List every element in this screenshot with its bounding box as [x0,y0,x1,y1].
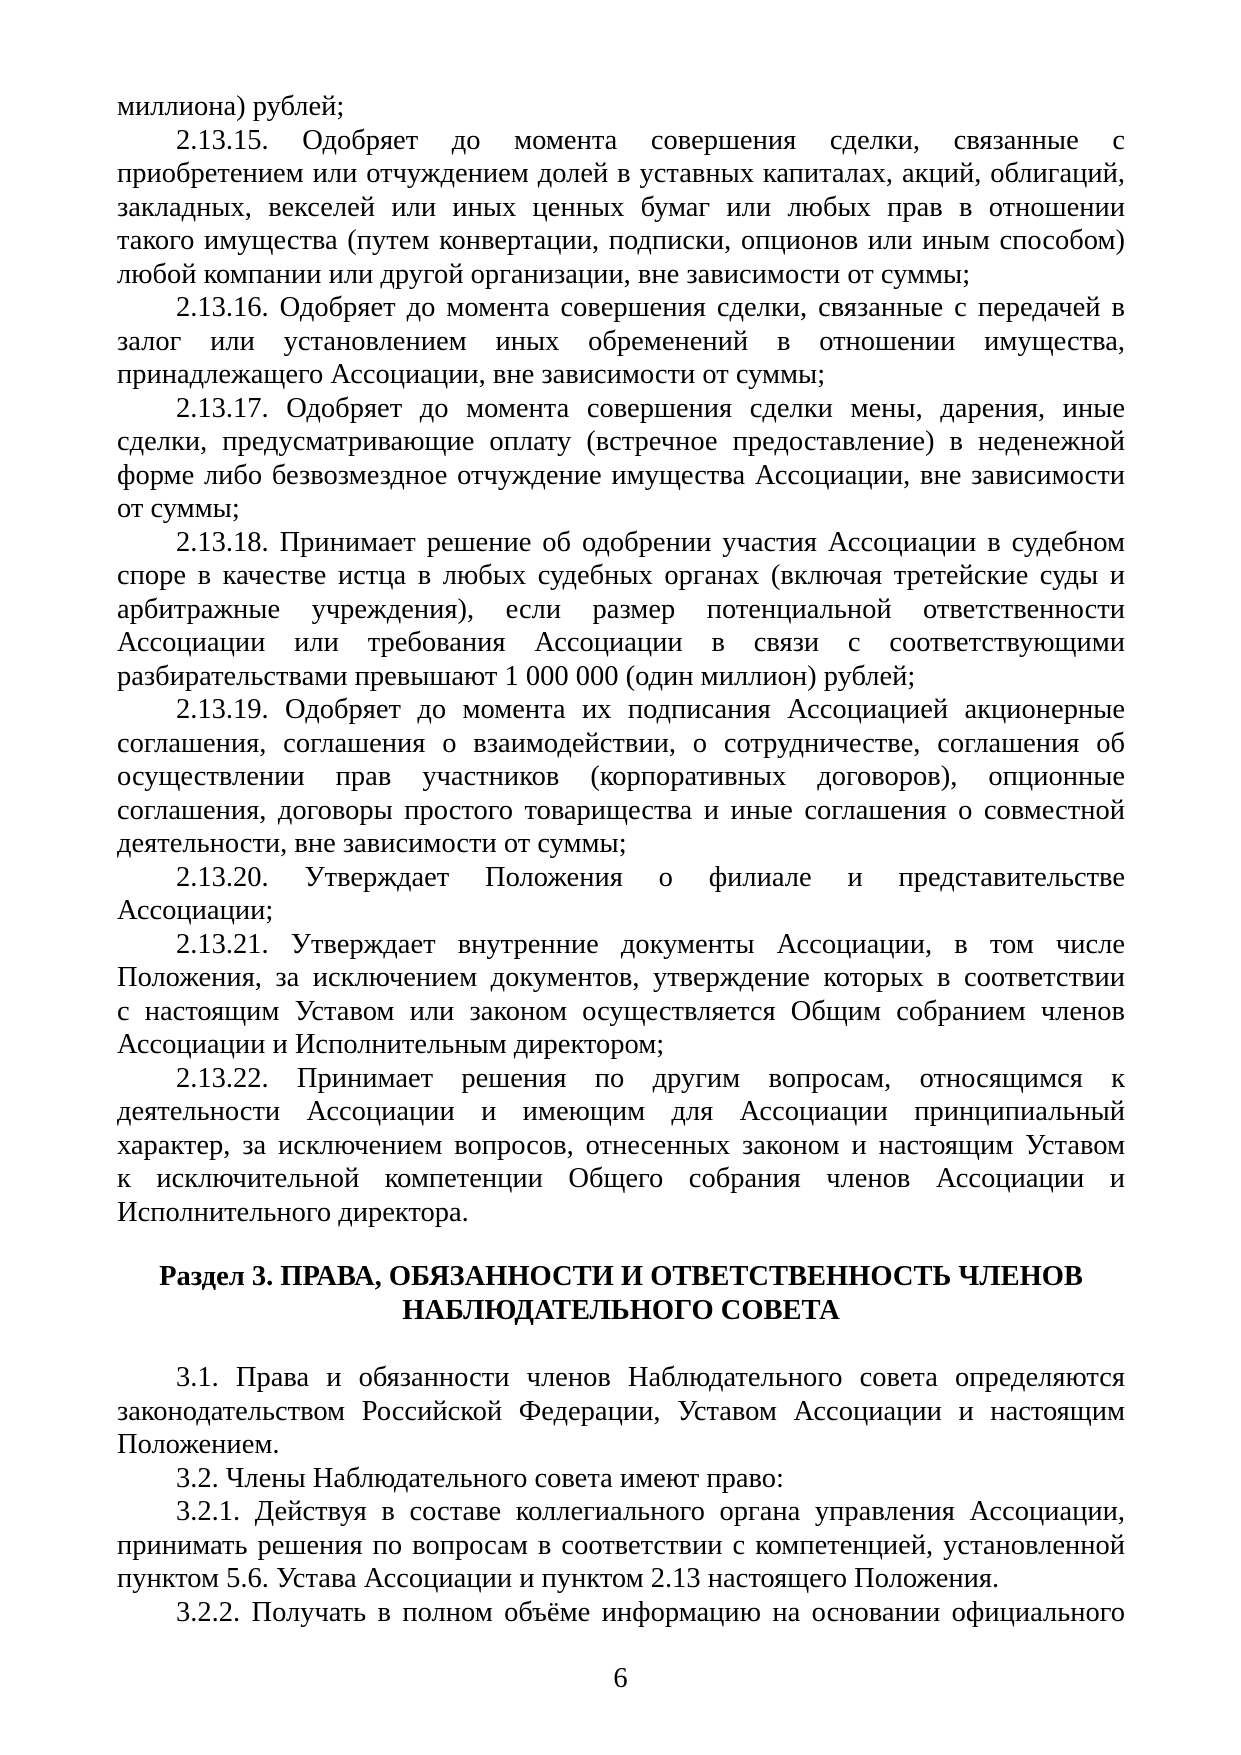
section-heading [117,1260,1125,1327]
text-line: 2.13.18. Принимает решение об одобрении участия Ассоциации в судебном [176,526,1125,558]
text-line: к исключительной компетенции Общего собрания членов Ассоциации и [117,1163,1125,1194]
heading-line: Раздел 3. ПРАВА, ОБЯЗАННОСТИ И ОТВЕТСТВЕННОСТЬ ЧЛЕНОВ [159,1261,1083,1292]
text-line: деятельности Ассоциации и имеющим для Ассоциации принципиальный [117,1096,1125,1127]
text-line: сделки, предусматривающие оплату (встречное предоставление) в неденежной [117,426,1125,457]
text-line: приобретением или отчуждением долей в уставных капиталах, акций, облигаций, [117,158,1125,189]
text-line: 2.13.20. Утверждает Положения о филиале и представительстве [176,861,1125,893]
text-line: 3.1. Права и обязанности членов Наблюдательного совета определяются [176,1362,1125,1393]
text-line: Ассоциации или требования Ассоциации в связи с соответствующими [117,627,1125,658]
text-line: любой компании или другой организации, вне зависимости от суммы; [117,258,971,290]
text-line: Положением. [117,1429,280,1460]
text-line: осуществлении прав участников (корпоративных договоров), опционные [117,761,1125,792]
text-line: 2.13.22. Принимает решения по другим вопросам, относящимся к [176,1062,1125,1094]
text-line: закладных, векселей или иных ценных бумаг или любых прав в отношении [117,191,1125,223]
text-line: соглашения, договоры простого товарищества и иные соглашения о совместной [117,794,1125,826]
text-line: 2.13.19. Одобряет до момента их подписания Ассоциацией акционерные [176,694,1125,725]
paragraph [117,1361,1125,1462]
text-line: арбитражные учреждения), если размер потенциальной ответственности [117,593,1125,625]
paragraph [117,693,1125,861]
text-line: 2.13.15. Одобряет до момента совершения сделки, связанные с [176,124,1125,156]
paragraph [117,291,1125,392]
text-line: Положения, за исключением документов, утверждение которых в соответствии [117,962,1125,993]
paragraph [117,1596,1125,1630]
paragraph [117,861,1125,928]
text-line: с настоящим Уставом или законом осуществляется Общим собранием членов [117,995,1125,1027]
paragraph [117,90,1125,124]
paragraph [117,526,1125,694]
text-line: форме либо безвозмездное отчуждение имущества Ассоциации, вне зависимости [117,459,1125,491]
paragraph [117,392,1125,526]
text-line: Ассоциации; [117,895,274,926]
text-line: 3.2.1. Действуя в составе коллегиального органа управления Ассоциации, [176,1496,1125,1527]
text-line: деятельности, вне зависимости от суммы; [117,828,627,859]
text-line: 3.2. Члены Наблюдательного совета имеют право: [176,1462,784,1494]
text-line: залог или установлением иных обременений в отношении имущества, [117,325,1125,357]
text-line: 2.13.16. Одобряет до момента совершения сделки, связанные с передачей в [176,292,1125,323]
text-line: споре в качестве истца в любых судебных органах (включая третейские суды и [117,560,1125,591]
text-line: разбирательствами превышают 1 000 000 (один миллион) рублей; [117,660,916,692]
text-line: Исполнительного директора. [117,1196,469,1228]
text-line: характер, за исключением вопросов, отнесенных законом и настоящим Уставом [117,1129,1125,1161]
heading-line: НАБЛЮДАТЕЛЬНОГО СОВЕТА [402,1294,840,1326]
text-line: принадлежащего Ассоциации, вне зависимости от суммы; [117,359,826,390]
text-line: 3.2.2. Получать в полном объёме информацию на основании официального [176,1596,1125,1628]
text-line: такого имущества (путем конвертации, подписки, опционов или иным способом) [117,225,1125,256]
text-line: от суммы; [117,493,240,524]
text-line: соглашения, соглашения о взаимодействии, о сотрудничестве, соглашения об [117,727,1125,759]
page-number: 6 [613,1663,628,1694]
text-line: принимать решения по вопросам в соответствии с компетенцией, установленной [117,1529,1125,1561]
text-line: пунктом 5.6. Устава Ассоциации и пунктом 2.13 настоящего Положения. [117,1563,1000,1594]
paragraph [117,928,1125,1062]
text-line: 2.13.17. Одобряет до момента совершения сделки мены, дарения, иные [176,392,1125,424]
text-line: законодательством Российской Федерации, Уставом Ассоциации и настоящим [117,1395,1125,1427]
paragraph [117,124,1125,292]
paragraph [117,1462,1125,1496]
document-body [117,90,1125,1629]
text-line: Ассоциации и Исполнительным директором; [117,1029,665,1060]
paragraph [117,1062,1125,1230]
text-line: 2.13.21. Утверждает внутренние документы Ассоциации, в том числе [176,928,1125,960]
paragraph [117,1495,1125,1596]
text-line: миллиона) рублей; [117,91,345,122]
